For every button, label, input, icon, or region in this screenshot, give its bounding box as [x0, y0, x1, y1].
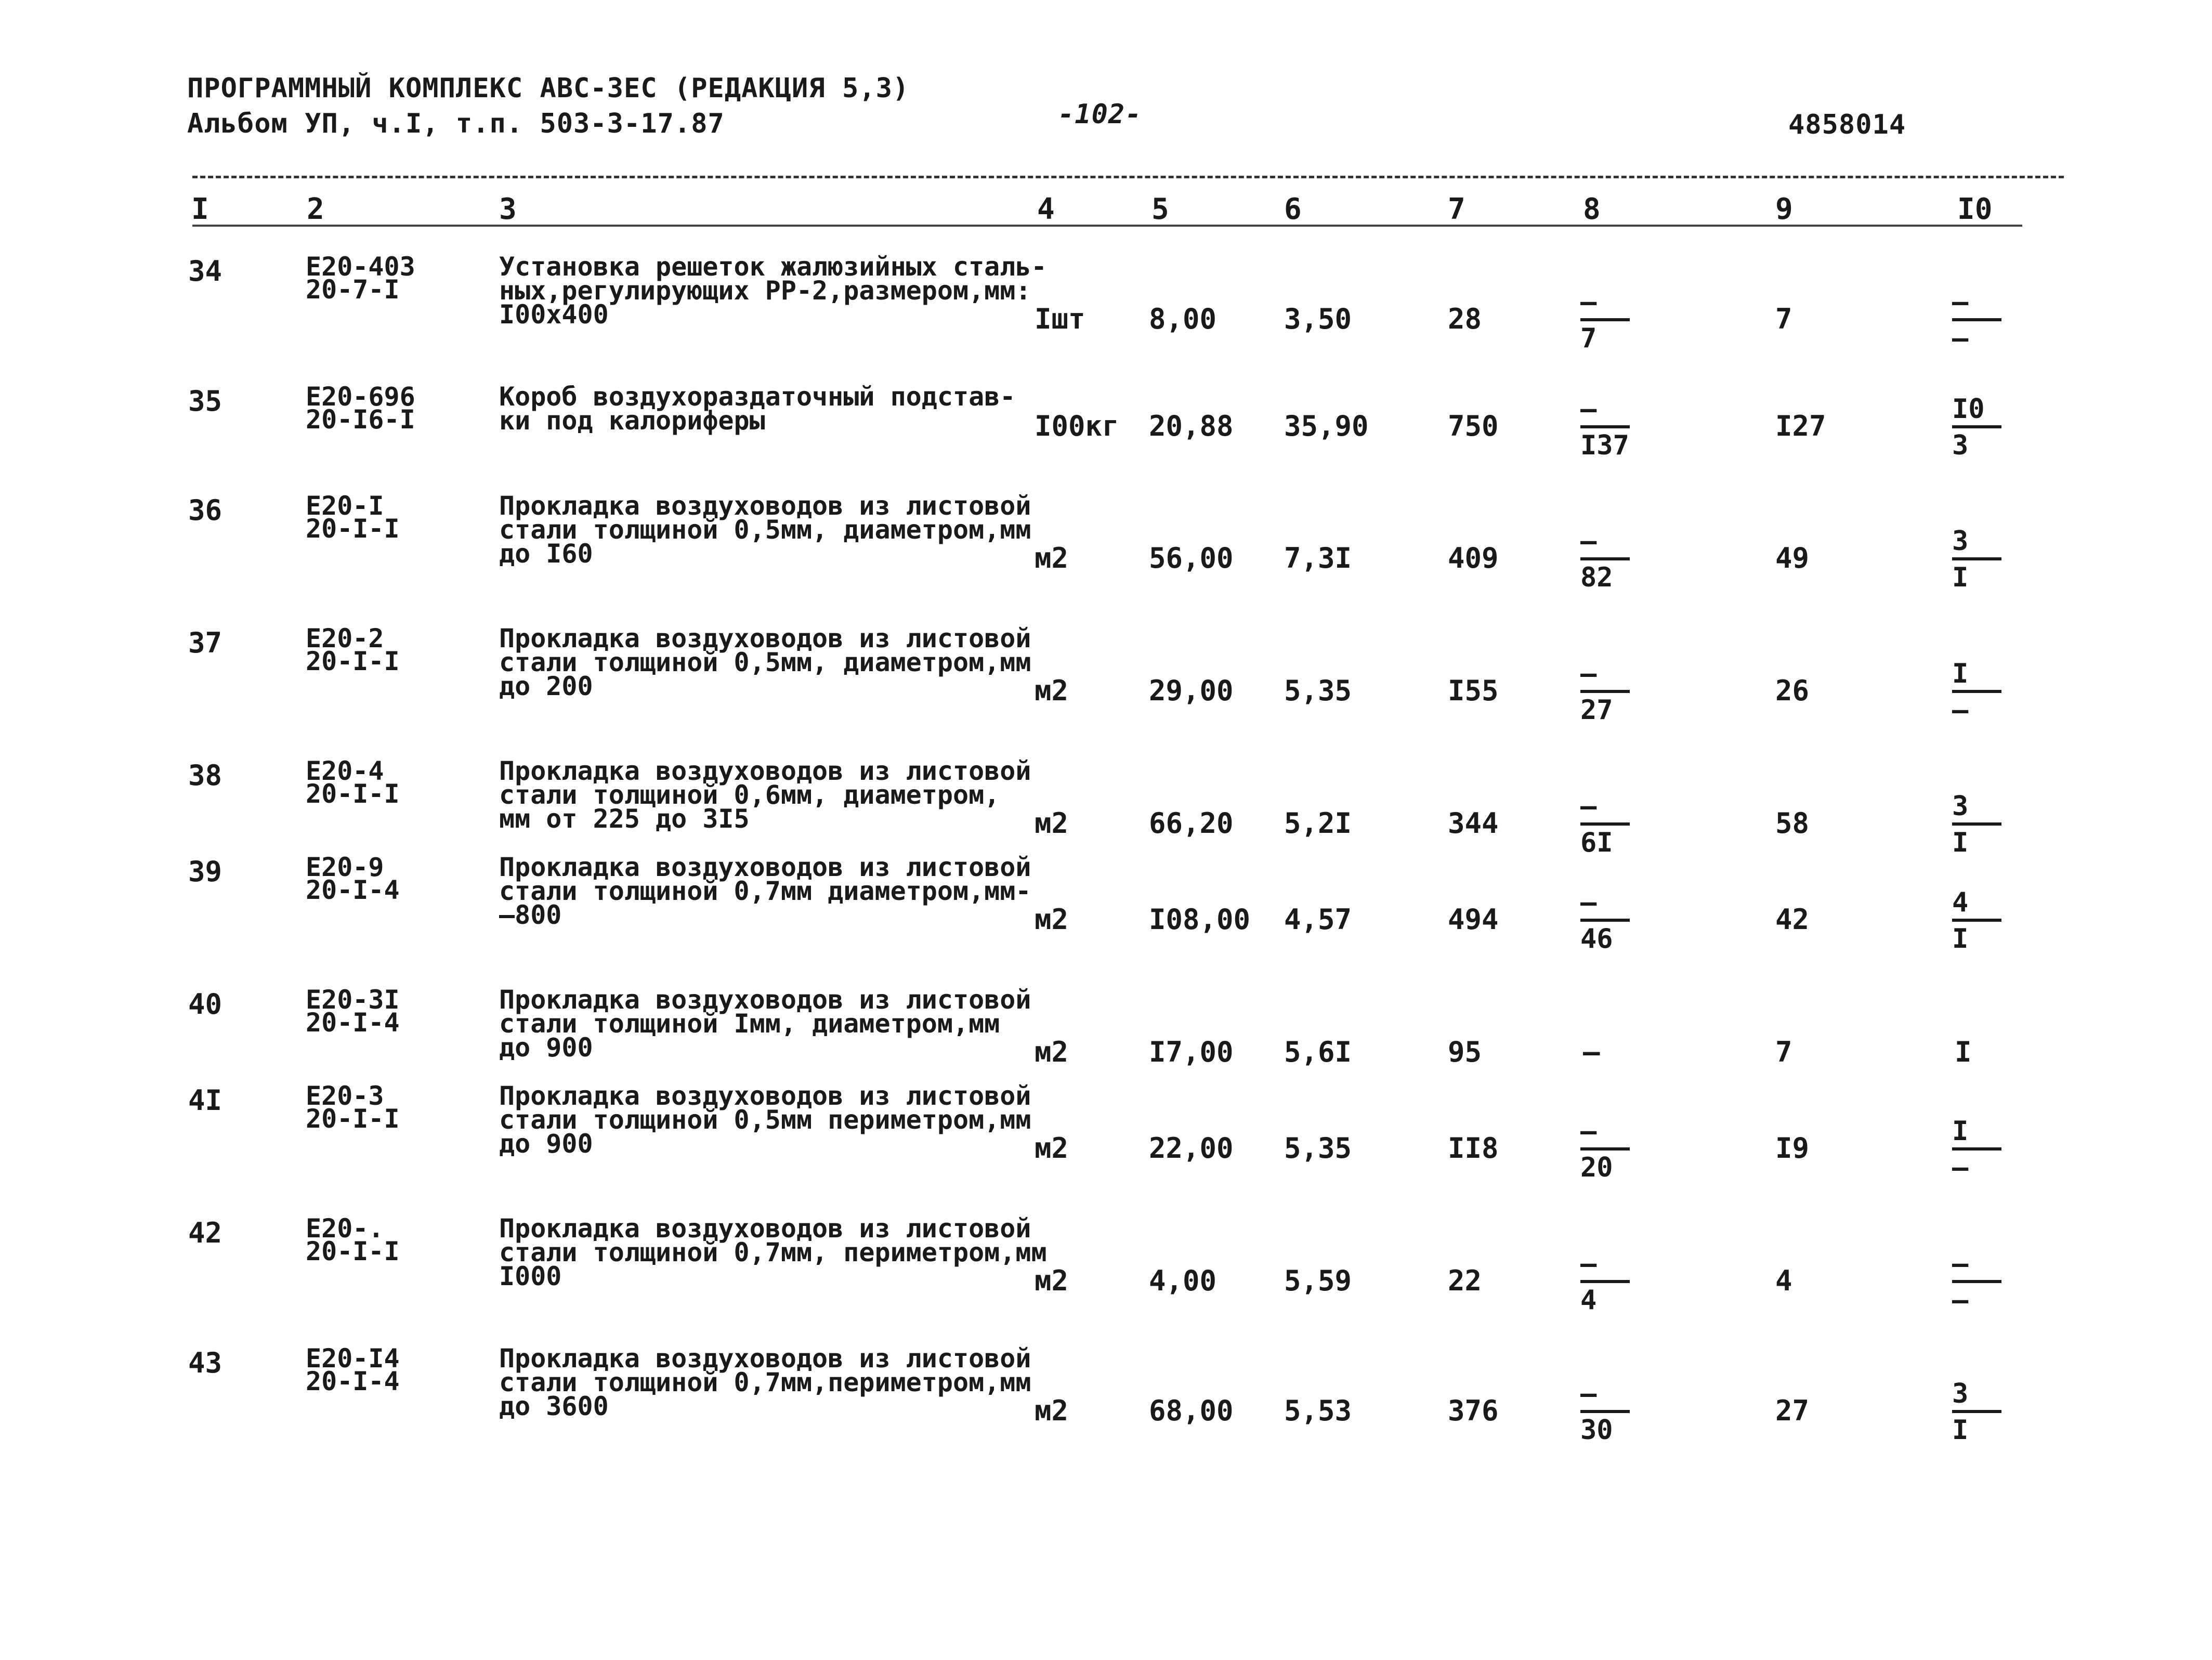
unit-price: 3,50	[1284, 303, 1352, 335]
rate-subcode: 20-I-4	[306, 1366, 400, 1396]
unit-price: 4,57	[1284, 903, 1352, 936]
column-10-fraction-numerator: –	[1952, 286, 1969, 318]
fraction-bar	[1952, 919, 2001, 922]
work-description-line: ных,регулирующих РР-2,размером,мм:	[499, 276, 1031, 306]
column-9-value: I9	[1775, 1132, 1810, 1165]
row-number: 4I	[188, 1084, 222, 1117]
unit-price: 5,35	[1284, 674, 1352, 707]
work-description-line: Прокладка воздуховодов из листовой	[499, 1343, 1031, 1374]
total-cost: 22	[1448, 1264, 1482, 1297]
rate-code: Е20-9	[306, 852, 384, 882]
work-description-line: до 900	[499, 1032, 593, 1063]
program-title: ПРОГРАММНЫЙ КОМПЛЕКС АВС-ЗЕС (РЕДАКЦИЯ 5,3)	[187, 73, 910, 104]
work-description-line: ки под калориферы	[499, 406, 765, 436]
row-number: 42	[188, 1217, 222, 1249]
column-8-fraction	[1580, 659, 1638, 725]
column-10-fraction-denominator: 3	[1952, 430, 1969, 461]
work-description-line: стали толщиной 0,7мм диаметром,мм-	[499, 876, 1031, 906]
column-10-fraction: I	[1955, 1036, 1972, 1068]
column-10-fraction-denominator: –	[1952, 1285, 1969, 1316]
unit-of-measure: Iшт	[1035, 303, 1085, 335]
unit-of-measure: м2	[1035, 1132, 1069, 1165]
column-10-fraction-numerator: –	[1952, 1248, 1969, 1279]
work-description-line: стали толщиной Iмм, диаметром,мм	[499, 1009, 1000, 1039]
column-10-fraction-numerator: 4	[1952, 887, 1969, 918]
unit-of-measure: м2	[1035, 542, 1069, 574]
fraction-bar	[1580, 1147, 1630, 1151]
column-10-fraction	[1952, 659, 2009, 725]
total-cost: 409	[1448, 542, 1499, 574]
column-8-fraction-numerator: –	[1580, 526, 1597, 557]
column-8-fraction-denominator: 30	[1580, 1415, 1613, 1446]
column-10-fraction	[1952, 394, 2009, 461]
column-10-fraction-denominator: –	[1952, 1152, 1969, 1183]
rate-subcode: 20-I-I	[306, 1236, 400, 1266]
total-cost: 494	[1448, 903, 1499, 936]
unit-price: 5,59	[1284, 1264, 1352, 1297]
column-8-fraction-numerator: –	[1580, 286, 1597, 318]
fraction-bar	[1952, 1410, 2001, 1413]
fraction-bar	[1580, 1410, 1630, 1413]
quantity: 22,00	[1149, 1132, 1234, 1165]
header-top-rule	[192, 176, 2064, 178]
rate-code: Е20-I	[306, 491, 384, 521]
column-8-fraction: –	[1583, 1036, 1600, 1068]
fraction-bar	[1952, 1280, 2001, 1283]
work-description-line: Прокладка воздуховодов из листовой	[499, 623, 1031, 653]
column-10-fraction-numerator: 3	[1952, 526, 1969, 557]
column-9-value: I27	[1775, 410, 1826, 442]
unit-of-measure: м2	[1035, 674, 1069, 707]
column-header-8: 8	[1583, 192, 1601, 226]
rate-code: Е20-I4	[306, 1343, 400, 1374]
work-description-line: Прокладка воздуховодов из листовой	[499, 1213, 1031, 1244]
unit-price: 5,53	[1284, 1394, 1352, 1427]
rate-code: Е20-.	[306, 1213, 384, 1244]
column-10-fraction-numerator: 3	[1952, 1378, 1969, 1409]
rate-subcode: 20-I-I	[306, 514, 400, 544]
quantity: 8,00	[1149, 303, 1217, 335]
column-8-fraction-denominator: 27	[1580, 695, 1613, 726]
work-description-line: стали толщиной 0,5мм, диаметром,мм	[499, 515, 1031, 545]
table-row	[0, 1343, 2212, 1479]
fraction-bar	[1580, 822, 1630, 826]
column-8-fraction-numerator: –	[1580, 1116, 1597, 1147]
column-8-fraction-numerator: –	[1580, 1378, 1597, 1409]
column-10-fraction-denominator: I	[1952, 562, 1969, 593]
total-cost: I55	[1448, 674, 1499, 707]
work-description-line: Прокладка воздуховодов из листовой	[499, 1081, 1031, 1111]
row-number: 38	[188, 759, 222, 792]
table-row	[0, 852, 2212, 988]
column-10-fraction	[1952, 526, 2009, 593]
column-9-value: 26	[1775, 674, 1810, 707]
row-number: 34	[188, 255, 222, 287]
work-description-line: I000	[499, 1261, 562, 1291]
column-8-fraction-numerator: –	[1580, 791, 1597, 822]
row-number: 39	[188, 855, 222, 888]
rate-code: Е20-4	[306, 756, 384, 786]
album-reference: Альбом УП, ч.I, т.п. 503-3-17.87	[187, 108, 725, 139]
page-number: -102-	[1058, 99, 1142, 130]
unit-price: 5,6I	[1284, 1036, 1352, 1068]
work-description-line: Установка решеток жалюзийных сталь-	[499, 252, 1047, 282]
column-8-fraction-numerator: –	[1580, 887, 1597, 918]
column-header-2: 2	[307, 192, 324, 226]
column-8-fraction-denominator: I37	[1580, 430, 1629, 461]
unit-price: 5,2I	[1284, 807, 1352, 840]
fraction-bar	[1580, 425, 1630, 428]
column-8-fraction-numerator: –	[1580, 1248, 1597, 1279]
rate-code: Е20-2	[306, 623, 384, 653]
table-row	[0, 623, 2212, 759]
column-10-fraction-denominator: –	[1952, 323, 1969, 354]
column-8-fraction-denominator: 20	[1580, 1152, 1613, 1183]
column-9-value: 7	[1775, 303, 1792, 335]
row-number: 37	[188, 626, 222, 659]
work-description-line: стали толщиной 0,7мм, периметром,мм	[499, 1237, 1047, 1267]
column-10-fraction-denominator: I	[1952, 1415, 1969, 1446]
column-8-fraction-denominator: 6I	[1580, 827, 1613, 858]
work-description-line: I00х400	[499, 299, 609, 330]
document-number: 4858014	[1788, 109, 1906, 140]
column-8-fraction	[1580, 394, 1638, 461]
row-number: 40	[188, 988, 222, 1021]
column-8-fraction	[1580, 526, 1638, 593]
fraction-bar	[1580, 318, 1630, 321]
column-10-fraction-denominator: I	[1952, 827, 1969, 858]
column-header-4: 4	[1037, 192, 1055, 226]
work-description-line: стали толщиной 0,5мм, диаметром,мм	[499, 647, 1031, 677]
column-8-fraction-denominator: 7	[1580, 323, 1597, 354]
column-10-fraction	[1952, 1249, 2009, 1315]
rate-subcode: 20-I-I	[306, 646, 400, 676]
column-8-fraction	[1580, 1116, 1638, 1183]
rate-subcode: 20-I6-I	[306, 404, 415, 435]
column-header-10: I0	[1957, 192, 1993, 226]
work-description-line: стали толщиной 0,7мм,периметром,мм	[499, 1367, 1031, 1397]
rate-code: Е20-403	[306, 252, 415, 282]
column-8-fraction-numerator: –	[1580, 394, 1597, 425]
fraction-bar	[1580, 557, 1630, 560]
table-row	[0, 1213, 2212, 1349]
column-10-fraction	[1952, 287, 2009, 354]
quantity: 4,00	[1149, 1264, 1217, 1297]
quantity: 66,20	[1149, 807, 1234, 840]
quantity: I08,00	[1149, 903, 1251, 936]
rate-subcode: 20-I-4	[306, 875, 400, 905]
column-9-value: 58	[1775, 807, 1810, 840]
column-10-fraction	[1952, 887, 2009, 954]
fraction-bar	[1952, 557, 2001, 560]
column-header-9: 9	[1775, 192, 1793, 226]
rate-subcode: 20-I-4	[306, 1008, 400, 1038]
column-8-fraction	[1580, 887, 1638, 954]
column-10-fraction	[1952, 1379, 2009, 1445]
column-8-fraction-numerator: –	[1580, 658, 1597, 689]
column-10-fraction	[1952, 791, 2009, 858]
row-number: 36	[188, 494, 222, 527]
table-row	[0, 252, 2212, 387]
column-header-6: 6	[1284, 192, 1302, 226]
column-10-fraction	[1952, 1116, 2009, 1183]
total-cost: 95	[1448, 1036, 1482, 1068]
work-description-line: мм от 225 до 3I5	[499, 804, 750, 834]
fraction-bar	[1952, 690, 2001, 693]
work-description-line: Прокладка воздуховодов из листовой	[499, 491, 1031, 521]
unit-of-measure: м2	[1035, 903, 1069, 936]
quantity: 68,00	[1149, 1394, 1234, 1427]
unit-price: 35,90	[1284, 410, 1369, 442]
column-8-fraction-denominator: 4	[1580, 1285, 1597, 1316]
column-8-fraction	[1580, 1379, 1638, 1445]
column-8-fraction-denominator: 82	[1580, 562, 1613, 593]
column-9-value: 7	[1775, 1036, 1792, 1068]
column-9-value: 4	[1775, 1264, 1792, 1297]
column-header-1: I	[191, 192, 209, 226]
quantity: 56,00	[1149, 542, 1234, 574]
unit-of-measure: I00кг	[1035, 410, 1119, 442]
work-description-line: Прокладка воздуховодов из листовой	[499, 852, 1031, 882]
rate-code: Е20-696	[306, 382, 415, 412]
work-description-line: до I60	[499, 539, 593, 569]
column-8-fraction-denominator: 46	[1580, 923, 1613, 955]
fraction-bar	[1580, 690, 1630, 693]
column-10-fraction-numerator: 3	[1952, 791, 1969, 822]
total-cost: II8	[1448, 1132, 1499, 1165]
work-description-line: –800	[499, 900, 562, 930]
fraction-bar	[1580, 1280, 1630, 1283]
rate-subcode: 20-7-I	[306, 275, 400, 305]
work-description-line: Прокладка воздуховодов из листовой	[499, 985, 1031, 1015]
quantity: 20,88	[1149, 410, 1234, 442]
rate-code: Е20-3I	[306, 985, 400, 1015]
column-10-fraction-numerator: I	[1952, 1116, 1969, 1147]
column-8-fraction	[1580, 287, 1638, 354]
work-description-line: стали толщиной 0,5мм периметром,мм	[499, 1105, 1031, 1135]
table-row	[0, 491, 2212, 626]
quantity: 29,00	[1149, 674, 1234, 707]
unit-price: 7,3I	[1284, 542, 1352, 574]
column-9-value: 49	[1775, 542, 1810, 574]
rate-subcode: 20-I-I	[306, 779, 400, 809]
fraction-bar	[1952, 318, 2001, 321]
unit-price: 5,35	[1284, 1132, 1352, 1165]
work-description-line: Короб воздухораздаточный подстав-	[499, 382, 1016, 412]
unit-of-measure: м2	[1035, 1394, 1069, 1427]
unit-of-measure: м2	[1035, 1036, 1069, 1068]
column-10-fraction-denominator: –	[1952, 695, 1969, 726]
column-9-value: 27	[1775, 1394, 1810, 1427]
column-header-3: 3	[499, 192, 517, 226]
column-10-fraction-numerator: I	[1952, 658, 1969, 689]
row-number: 35	[188, 385, 222, 417]
unit-of-measure: м2	[1035, 1264, 1069, 1297]
rate-subcode: 20-I-I	[306, 1104, 400, 1134]
column-10-fraction-numerator: I0	[1952, 394, 1985, 425]
rate-code: Е20-3	[306, 1081, 384, 1111]
fraction-bar	[1952, 1147, 2001, 1151]
work-description-line: Прокладка воздуховодов из листовой	[499, 756, 1031, 786]
work-description-line: до 900	[499, 1129, 593, 1159]
total-cost: 344	[1448, 807, 1499, 840]
table-row	[0, 1081, 2212, 1217]
column-header-5: 5	[1151, 192, 1169, 226]
column-header-7: 7	[1448, 192, 1465, 226]
column-10-fraction-denominator: I	[1952, 923, 1969, 955]
work-description-line: стали толщиной 0,6мм, диаметром,	[499, 780, 1000, 810]
row-number: 43	[188, 1347, 222, 1379]
fraction-bar	[1952, 822, 2001, 826]
column-9-value: 42	[1775, 903, 1810, 936]
total-cost: 750	[1448, 410, 1499, 442]
total-cost: 28	[1448, 303, 1482, 335]
quantity: I7,00	[1149, 1036, 1234, 1068]
work-description-line: до 200	[499, 671, 593, 701]
fraction-bar	[1580, 919, 1630, 922]
column-8-fraction	[1580, 791, 1638, 858]
column-header-rule	[192, 225, 2022, 227]
fraction-bar	[1952, 425, 2001, 428]
total-cost: 376	[1448, 1394, 1499, 1427]
column-8-fraction	[1580, 1249, 1638, 1315]
work-description-line: до 3600	[499, 1391, 609, 1421]
unit-of-measure: м2	[1035, 807, 1069, 840]
